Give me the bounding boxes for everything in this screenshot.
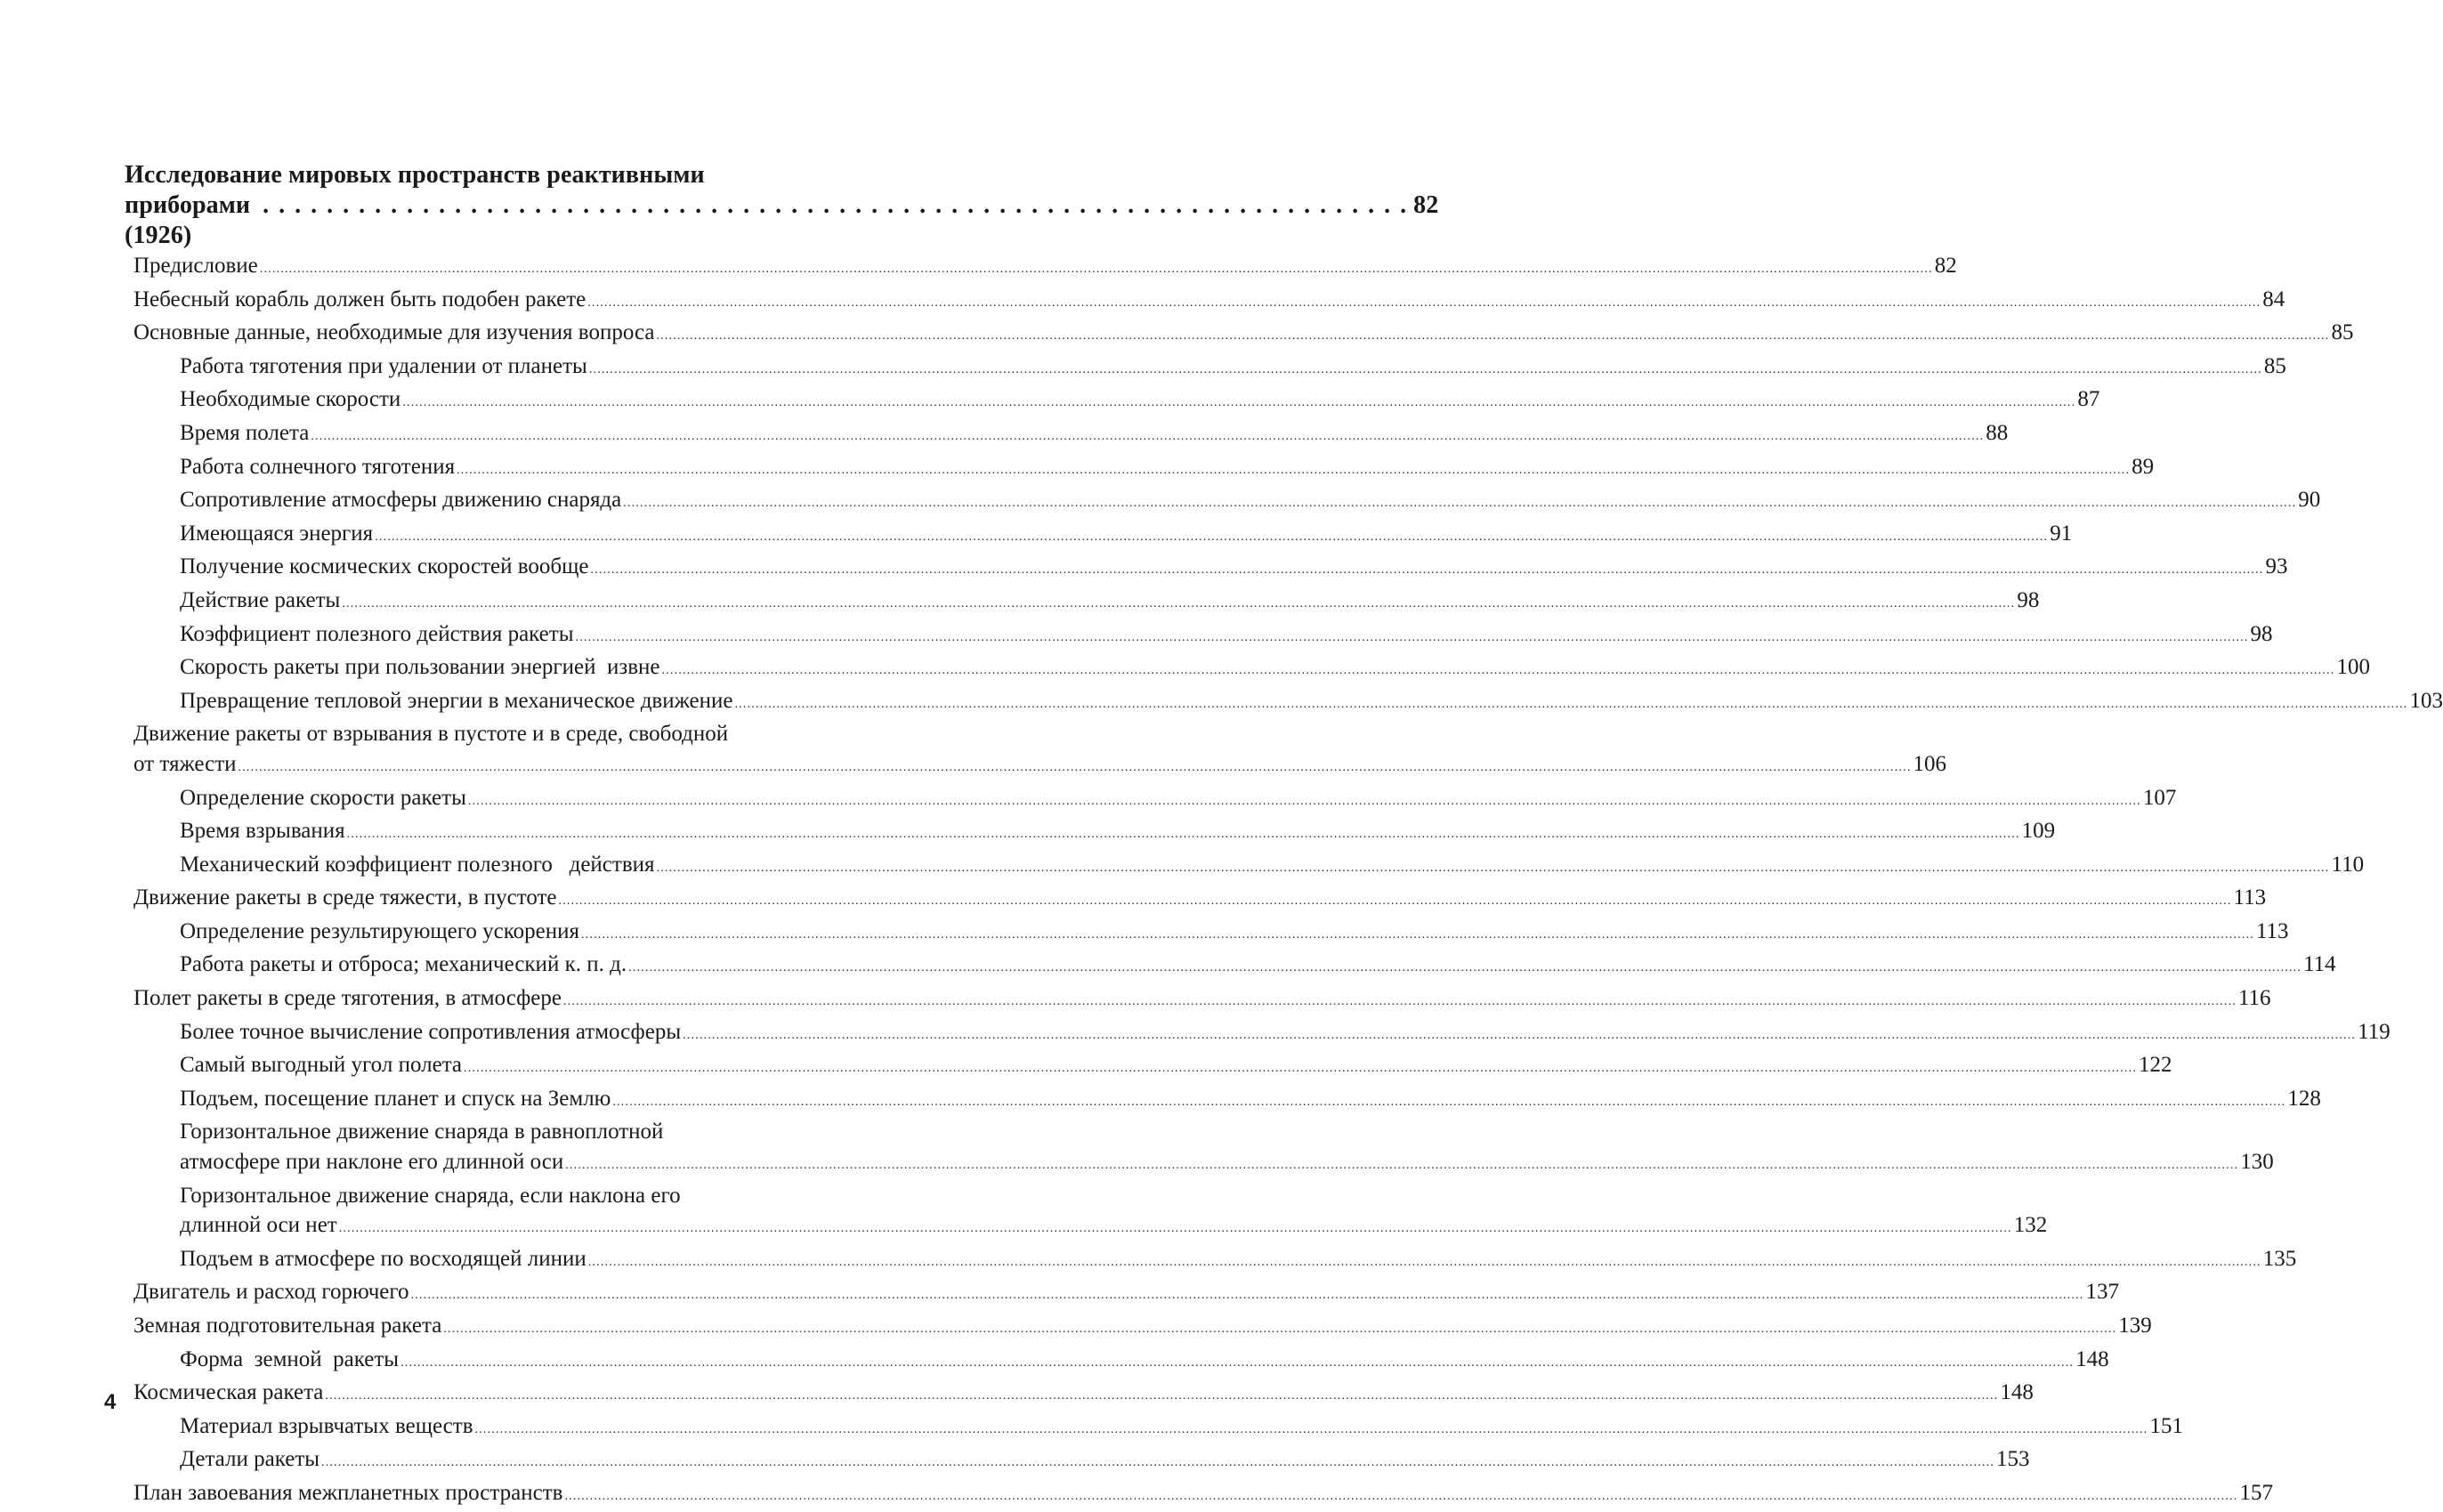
- heading-line-2-row: [125, 190, 1439, 251]
- toc-entry: [125, 352, 2286, 385]
- heading-line-1: Исследование мировых пространств реактивными: [125, 161, 705, 189]
- toc-entry: [125, 1244, 2297, 1278]
- toc-entry-title: Определение скорости ракеты: [180, 785, 466, 810]
- heading-line-2: приборами (1926): [125, 191, 251, 249]
- toc-entry-title: Имеющаяся энергия: [180, 521, 374, 546]
- toc-entry-page-number: 157: [2239, 1480, 2273, 1505]
- toc-entry-page-number: 151: [2149, 1413, 2183, 1438]
- toc-entry-row: [180, 686, 2443, 720]
- toc-entry-page-number: 106: [1913, 751, 1947, 776]
- toc-entry-page-number: 98: [2250, 621, 2273, 646]
- dot-leader: ................................................................................................................................................................................................................................................................................................................................................................................................................: [321, 1456, 1995, 1470]
- toc-entry-title: Коэффициент полезного действия ракеты: [180, 621, 574, 646]
- toc-entry-row: [180, 783, 2177, 817]
- toc-entry: [125, 816, 2056, 850]
- toc-entry-page-number: 87: [2077, 387, 2100, 412]
- toc-entry-page-number: 98: [2017, 587, 2040, 612]
- dot-leader: ................................................................................................................................................................................................................................................................................................................................................................................................................: [238, 760, 1912, 774]
- dot-leader: ................................................................................................................................................................................................................................................................................................................................................................................................................: [656, 329, 2330, 344]
- toc-entry-title-first-line: Горизонтальное движение снаряда в равноплотной: [180, 1120, 664, 1144]
- toc-entry: [125, 686, 2443, 720]
- toc-entry-page-number: 88: [1986, 420, 2009, 445]
- toc-entries: [125, 251, 2443, 1512]
- toc-entry-page-number: 153: [1996, 1447, 2030, 1472]
- toc-entry-row: [180, 418, 2009, 452]
- toc-entry-page-number: 148: [2000, 1380, 2034, 1405]
- dot-leader: ................................................................................................................................................................................................................................................................................................................................................................................................................: [588, 362, 2262, 376]
- dot-leader: ................................................................................................................................................................................................................................................................................................................................................................................................................: [467, 794, 2141, 808]
- toc-entry-title: Механический коэффициент полезного действия: [180, 852, 655, 877]
- toc-entry-row: [180, 917, 2289, 950]
- toc-entry-row: [180, 850, 2365, 884]
- dot-leader: ................................................................................................................................................................................................................................................................................................................................................................................................................: [656, 861, 2330, 875]
- toc-entry-page-number: 110: [2331, 852, 2365, 877]
- toc-entry-page-number: 93: [2265, 554, 2288, 579]
- dot-leader: ................................................................................................................................................................................................................................................................................................................................................................................................................: [587, 295, 2261, 310]
- toc-entry-page-number: 137: [2085, 1280, 2120, 1305]
- toc-entry-title: Космическая ракета: [133, 1380, 324, 1405]
- toc-entry-title: Полет ракеты в среде тяготения, в атмосфере: [133, 986, 562, 1011]
- toc-entry-page-number: 82: [1934, 254, 1957, 278]
- toc-entry: [125, 285, 2285, 319]
- toc-entry-row: [133, 251, 1957, 285]
- dot-leader: ................................................................................................................................................................................................................................................................................................................................................................................................................: [474, 1422, 2148, 1436]
- toc-entry-title: Работа солнечного тяготения: [180, 454, 456, 479]
- toc-entry-title: Более точное вычисление сопротивления атмосферы: [180, 1019, 682, 1044]
- toc-entry: [125, 850, 2365, 884]
- dot-leader: ................................................................................................................................................................................................................................................................................................................................................................................................................: [402, 396, 2076, 410]
- toc-entry-title-first-line: Движение ракеты от взрывания в пустоте и в среде, свободной: [133, 722, 729, 747]
- toc-entry-row: [180, 619, 2273, 653]
- toc-entry-page-number: 89: [2132, 454, 2155, 479]
- toc-entry-row: [180, 384, 2100, 418]
- toc-entry-page-number: 109: [2021, 819, 2056, 844]
- toc-entry: [125, 1378, 2034, 1411]
- toc-entry-title-first-line: Горизонтальное движение снаряда, если наклона его: [180, 1183, 681, 1208]
- dot-leader: ................................................................................................................................................................................................................................................................................................................................................................................................................: [400, 1355, 2075, 1370]
- table-of-contents: [125, 160, 2443, 1512]
- toc-entry-page-number: 122: [2139, 1053, 2172, 1078]
- dot-leader: ................................................................................................................................................................................................................................................................................................................................................................................................................: [580, 927, 2254, 942]
- toc-entry-page-number: 132: [2013, 1213, 2048, 1238]
- dot-leader: ................................................................................................................................................................................................................................................................................................................................................................................................................: [683, 1028, 2357, 1042]
- dot-leader: ................................................................................................................................................................................................................................................................................................................................................................................................................: [311, 429, 1985, 443]
- dot-leader: ................................................................................................................................................................................................................................................................................................................................................................................................................: [464, 1062, 2138, 1076]
- toc-entry: [125, 452, 2155, 486]
- toc-entry-title: Подъем в атмосфере по восходящей линии: [180, 1246, 586, 1271]
- toc-entry-row: [180, 1244, 2297, 1278]
- toc-entry: [125, 485, 2321, 519]
- toc-entry: [125, 950, 2336, 983]
- toc-entry-page-number: 84: [2262, 287, 2285, 311]
- dot-leader: ................................................................................................................................................................................................................................................................................................................................................................................................................: [565, 1159, 2239, 1173]
- dot-leader: ................................................................................................................................................................................................................................................................................................................................................................................................................: [325, 1389, 1999, 1403]
- toc-entry-title: Получение космических скоростей вообще: [180, 554, 589, 579]
- toc-entry-title: Скорость ракеты при пользовании энергией извне: [180, 655, 660, 680]
- toc-entry: [125, 1084, 2321, 1118]
- toc-entry-page-number: 116: [2237, 986, 2271, 1011]
- dot-leader: ................................................................................................................................................................................................................................................................................................................................................................................................................: [375, 530, 2049, 544]
- toc-entry-page-number: 91: [2050, 521, 2073, 546]
- dot-leader: ................................................................................................................................................................................................................................................................................................................................................................................................................: [443, 1322, 2117, 1336]
- dot-leader: ................................................................................................................................................................................................................................................................................................................................................................................................................: [457, 463, 2131, 477]
- toc-entry: [125, 384, 2100, 418]
- dot-leader: ................................................................................................................................................................................................................................................................................................................................................................................................................: [623, 497, 2297, 511]
- toc-entry-row: [180, 1444, 2030, 1478]
- dot-leader: ................................................................................................................................................................................................................................................................................................................................................................................................................: [346, 828, 2020, 842]
- toc-entry-title: Материал взрывчатых веществ: [180, 1413, 473, 1438]
- toc-entry-title: Сопротивление атмосферы движению снаряда: [180, 488, 622, 513]
- toc-entry: [125, 1411, 2183, 1445]
- toc-entry-row: [180, 1084, 2321, 1118]
- toc-entry-title: Основные данные, необходимые для изучения вопроса: [133, 320, 655, 345]
- toc-entry-page-number: 114: [2303, 952, 2336, 977]
- dot-leader: ................................................................................................................................................................................................................................................................................................................................................................................................................: [575, 630, 2249, 644]
- dot-leader: ................................................................................................................................................................................................................................................................................................................................................................................................................: [338, 1222, 2012, 1236]
- toc-entry: [125, 719, 1947, 782]
- toc-section-heading: [125, 160, 1439, 251]
- toc-entry-title: Работа ракеты и отброса; механический к. п. д.: [180, 952, 627, 977]
- toc-entry-row: [133, 1311, 2152, 1345]
- toc-entry-page-number: 113: [2233, 885, 2267, 910]
- toc-entry-page-number: 103: [2409, 688, 2443, 713]
- toc-entry: [125, 1017, 2390, 1051]
- toc-entry: [125, 652, 2371, 686]
- toc-entry-title: Детали ракеты: [180, 1447, 320, 1472]
- toc-entry-page-number: 148: [2075, 1346, 2109, 1371]
- toc-entry-title: Превращение тепловой энергии в механическое движение: [180, 688, 733, 713]
- toc-entry-row: [133, 1277, 2120, 1311]
- toc-entry: [125, 418, 2009, 452]
- toc-entry-row: [180, 485, 2321, 519]
- toc-entry-row: [133, 1478, 2273, 1512]
- toc-entry-title: Время полета: [180, 420, 310, 445]
- toc-entry-title: Действие ракеты: [180, 587, 341, 612]
- toc-entry-title: Определение результирующего ускорения: [180, 918, 579, 943]
- dot-leader: ................................................................................................................................................................................................................................................................................................................................................................................................................: [562, 995, 2237, 1009]
- toc-entry-title: от тяжести: [133, 751, 237, 776]
- toc-entry-row: [180, 1210, 2048, 1244]
- toc-entry: [125, 783, 2177, 817]
- toc-entry: [125, 1478, 2273, 1512]
- toc-entry-row: [180, 1147, 2274, 1181]
- toc-entry-title: Время взрывания: [180, 819, 345, 844]
- toc-entry-page-number: 100: [2336, 655, 2371, 680]
- toc-entry: [125, 251, 1957, 285]
- toc-entry-page-number: 128: [2287, 1086, 2321, 1111]
- toc-entry-title: Необходимые скорости: [180, 387, 401, 412]
- toc-entry-row: [133, 983, 2271, 1017]
- dot-leader: ................................................................................................................................................................................................................................................................................................................................................................................................................: [590, 563, 2264, 578]
- toc-entry-title: Самый выгодный угол полета: [180, 1053, 463, 1078]
- toc-entry-title: Работа тяготения при удалении от планеты: [180, 353, 587, 378]
- toc-entry-page-number: 113: [2255, 918, 2289, 943]
- toc-entry-row: [180, 452, 2155, 486]
- dot-leader: ................................................................................................................................................................................................................................................................................................................................................................................................................: [587, 1255, 2261, 1269]
- toc-entry-row: [180, 1050, 2172, 1084]
- toc-entry: [125, 586, 2040, 619]
- toc-entry-title: длинной оси нет: [180, 1213, 337, 1238]
- toc-entry-title: Земная подготовительная ракета: [133, 1314, 442, 1338]
- heading-page-number: 82: [1413, 191, 1439, 219]
- toc-entry-page-number: 139: [2118, 1314, 2152, 1338]
- page-folio: 4: [104, 1390, 117, 1414]
- dot-leader: ................................................................................................................................................................................................................................................................................................................................................................................................................: [661, 664, 2335, 678]
- toc-entry-row: [133, 1378, 2034, 1411]
- toc-entry-page-number: 90: [2298, 488, 2321, 513]
- toc-entry-row: [180, 552, 2288, 586]
- toc-entry: [125, 1311, 2152, 1345]
- toc-entry: [125, 983, 2271, 1017]
- toc-entry-row: [180, 1411, 2183, 1445]
- dot-leader: ................................................................................................................................................................................................................................................................................................................................................................................................................: [612, 1095, 2286, 1109]
- dot-leader: ................................................................................................................................................................................................................................................................................................................................................................................................................: [259, 263, 1933, 276]
- toc-entry: [125, 1444, 2030, 1478]
- dot-leader: ................................................................................................................................................................................................................................................................................................................................................................................................................: [564, 1489, 2238, 1503]
- toc-entry-row: [180, 816, 2056, 850]
- toc-entry-title: Подъем, посещение планет и спуск на Землю: [180, 1086, 611, 1111]
- toc-entry-page-number: 135: [2262, 1246, 2297, 1271]
- toc-entry: [125, 1277, 2120, 1311]
- toc-entry-page-number: 85: [2331, 320, 2354, 345]
- toc-entry: [125, 917, 2289, 950]
- toc-entry-row: [133, 749, 1947, 783]
- toc-entry-row: [133, 285, 2285, 319]
- toc-entry-row: [180, 950, 2336, 983]
- toc-entry-title: атмосфере при наклоне его длинной оси: [180, 1150, 564, 1175]
- toc-entry-title: Движение ракеты в среде тяжести, в пустоте: [133, 885, 557, 910]
- toc-entry: [125, 1181, 2048, 1244]
- toc-entry: [125, 1050, 2172, 1084]
- toc-entry-row: [180, 519, 2073, 553]
- toc-entry-title: Небесный корабль должен быть подобен ракете: [133, 287, 586, 311]
- toc-entry-title: Форма земной ракеты: [180, 1346, 400, 1371]
- toc-entry: [125, 619, 2273, 653]
- toc-entry: [125, 318, 2354, 352]
- dot-leader: ................................................................................................................................................................................................................................................................................................................................................................................................................: [558, 894, 2232, 909]
- toc-entry-row: [180, 586, 2040, 619]
- toc-entry: [125, 1117, 2274, 1180]
- toc-entry: [125, 552, 2288, 586]
- toc-entry-row: [180, 352, 2286, 385]
- toc-entry-row: [180, 1017, 2390, 1051]
- toc-entry-row: [180, 1345, 2109, 1379]
- dot-leader: ................................................................................................................................................................................................................................................................................................................................................................................................................: [734, 697, 2408, 711]
- toc-entry-row: [133, 883, 2267, 917]
- toc-entry-title: План завоевания межпланетных пространств: [133, 1480, 563, 1505]
- toc-entry-row: [133, 318, 2354, 352]
- dot-leader: ................................................................................................................................................................................................................................................................................................................................................................................................................: [628, 961, 2302, 975]
- toc-entry: [125, 1345, 2109, 1379]
- toc-entry: [125, 883, 2267, 917]
- toc-entry-page-number: 85: [2263, 353, 2286, 378]
- dot-leader: ................................................................................................................................................................................................................................................................................................................................................................................................................: [410, 1289, 2084, 1303]
- toc-entry-title: Предисловие: [133, 254, 258, 278]
- toc-entry-row: [180, 652, 2371, 686]
- toc-entry-page-number: 119: [2358, 1019, 2390, 1044]
- toc-entry-page-number: 130: [2240, 1150, 2274, 1175]
- toc-entry-title: Двигатель и расход горючего: [133, 1280, 409, 1305]
- dot-leader: . . . . . . . . . . . . . . . . . . . . . . . . . . . . . . . . . . . . . . . . . . . . . . . . . . . . . . . . . . . . . . . . . . . . . . . .: [263, 191, 1409, 219]
- toc-entry: [125, 519, 2073, 553]
- dot-leader: ................................................................................................................................................................................................................................................................................................................................................................................................................: [342, 596, 2016, 610]
- toc-entry-page-number: 107: [2142, 785, 2177, 810]
